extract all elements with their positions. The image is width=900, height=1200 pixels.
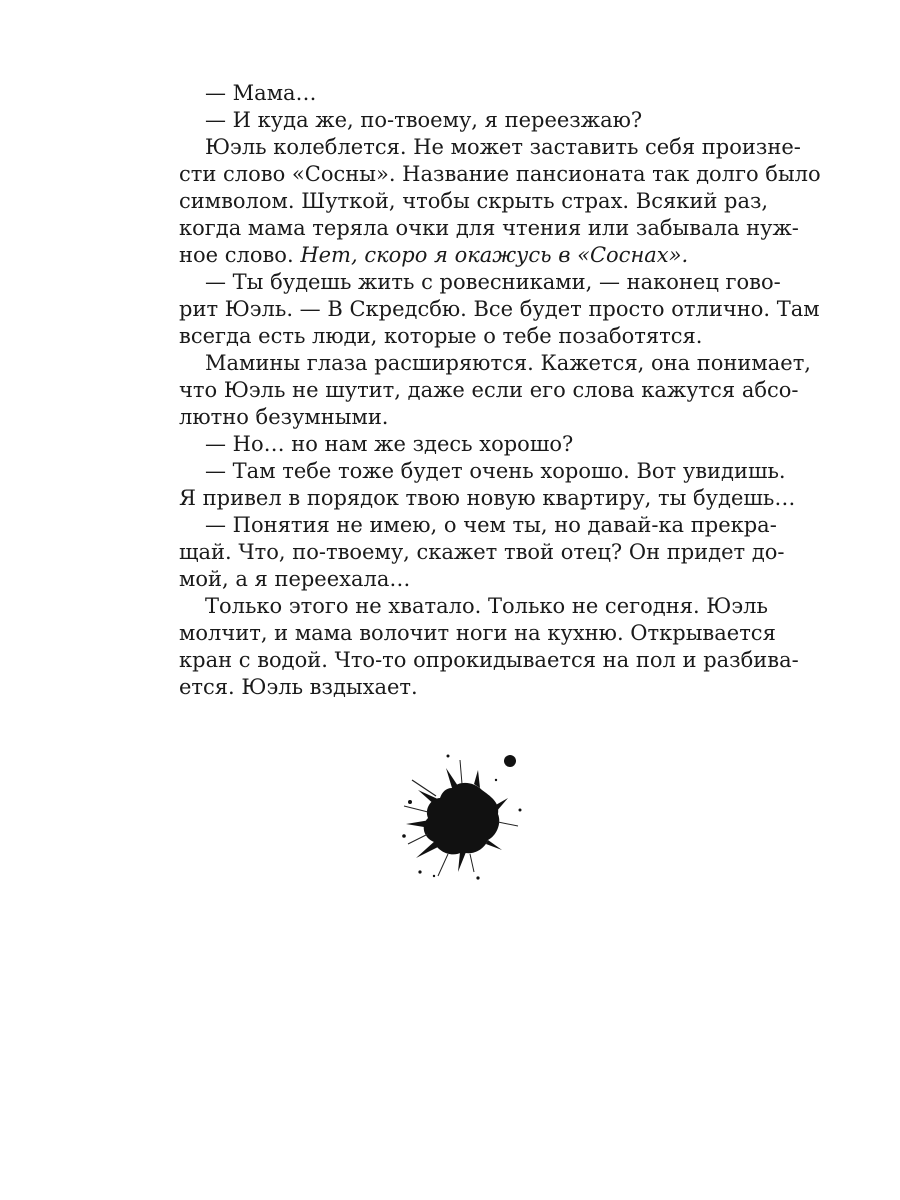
text-segment: Только этого не хватало. Только не сегодня. Юэль <box>205 594 768 618</box>
text-segment: Юэль колеблется. Не может заставить себя произне- <box>205 135 801 159</box>
text-line <box>179 242 751 269</box>
text-segment: — Мама… <box>205 81 317 105</box>
text-line <box>179 188 769 215</box>
text-segment: — Там тебе тоже будет очень хорошо. Вот увидишь. <box>205 459 786 483</box>
text-segment: — И куда же, по-твоему, я переезжаю? <box>205 108 643 132</box>
paragraph <box>179 350 811 431</box>
paragraph <box>179 107 751 134</box>
text-segment: Я привел в порядок твою новую квартиру, ты будешь… <box>179 486 796 510</box>
paragraph <box>179 134 821 269</box>
paragraph <box>179 431 751 458</box>
ink-blot-icon <box>390 740 530 890</box>
text-segment: — Понятия не имею, о чем ты, но давай-ка прекра- <box>205 513 777 537</box>
text-segment: — Ты будешь жить с ровесниками, — наконец гово- <box>205 270 781 294</box>
text-segment: рит Юэль. — В Скредсбю. Все будет просто отлично. Там <box>179 297 820 321</box>
text-segment: — Но… но нам же здесь хорошо? <box>205 432 574 456</box>
text-segment: ется. Юэль вздыхает. <box>179 675 418 699</box>
text-line <box>179 296 820 323</box>
text-segment: кран с водой. Что-то опрокидывается на пол и разбива- <box>179 648 799 672</box>
text-line <box>179 566 751 593</box>
text-line <box>179 377 799 404</box>
text-line <box>179 512 777 539</box>
text-segment: когда мама теряла очки для чтения или забывала нуж- <box>179 216 799 240</box>
text-line <box>179 458 786 485</box>
text-line <box>179 647 799 674</box>
text-line <box>179 350 811 377</box>
paragraph <box>179 80 751 107</box>
text-segment: мой, а я переехала… <box>179 567 411 591</box>
text-segment: сти слово «Сосны». Название пансионата так долго было <box>179 162 821 186</box>
text-segment: молчит, и мама волочит ноги на кухню. Открывается <box>179 621 776 645</box>
text-segment: символом. Шуткой, чтобы скрыть страх. Всякий раз, <box>179 189 769 213</box>
text-segment: ное слово. <box>179 243 301 267</box>
body-text <box>179 80 821 701</box>
text-line <box>179 620 776 647</box>
text-line <box>179 485 796 512</box>
text-line <box>179 431 751 458</box>
paragraph <box>179 458 796 512</box>
text-segment: лютно безумными. <box>179 405 389 429</box>
text-line <box>179 539 785 566</box>
text-line <box>179 107 751 134</box>
text-segment: всегда есть люди, которые о тебе позаботятся. <box>179 324 703 348</box>
italic-text: Нет, скоро я окажусь в «Соснах». <box>300 243 689 267</box>
text-line <box>179 674 751 701</box>
text-line <box>179 161 821 188</box>
text-line <box>179 593 768 620</box>
text-line <box>179 269 781 296</box>
text-segment: Мамины глаза расширяются. Кажется, она понимает, <box>205 351 811 375</box>
paragraph <box>179 512 785 593</box>
text-line <box>179 404 751 431</box>
text-segment: что Юэль не шутит, даже если его слова кажутся абсо- <box>179 378 799 402</box>
paragraph <box>179 269 820 350</box>
text-segment: щай. Что, по-твоему, скажет твой отец? Он придет до- <box>179 540 785 564</box>
text-line <box>179 80 751 107</box>
paragraph <box>179 593 799 701</box>
text-line <box>179 323 751 350</box>
text-line <box>179 134 801 161</box>
text-line <box>179 215 799 242</box>
